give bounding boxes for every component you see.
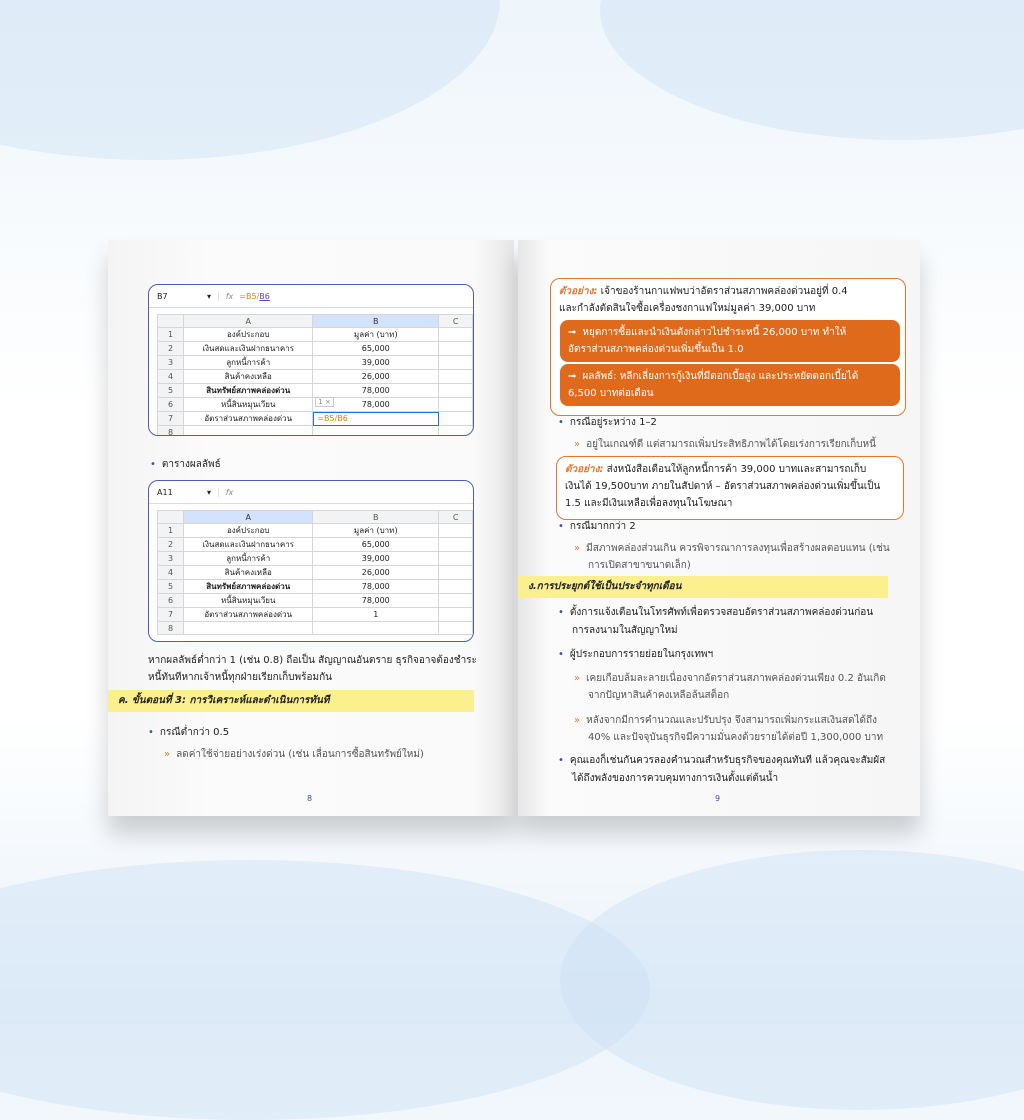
table-row: 3 ลูกหนี้การค้า 39,000: [158, 552, 473, 566]
cell[interactable]: 1 × 78,000: [313, 398, 439, 412]
section-heading: ง.การประยุกต์ใช้เป็นประจำทุกเดือน: [518, 576, 888, 598]
cell[interactable]: ลูกหนี้การค้า: [184, 356, 313, 370]
cell[interactable]: 1: [313, 608, 439, 622]
paragraph-line: หากผลลัพธ์ต่ำกว่า 1 (เช่น 0.8) ถือเป็น สัญญาณอันตราย ธุรกิจอาจต้องชำระ: [148, 655, 477, 666]
table-row: 8: [158, 426, 473, 437]
cell[interactable]: สินค้าคงเหลือ: [184, 566, 313, 580]
fx-icon: fx: [225, 487, 234, 497]
cell[interactable]: องค์ประกอบ: [184, 328, 313, 342]
bullet-item-cont: ได้ถึงพลังของการควบคุมทางการเงินตั้งแต่ต้นน้ำ: [572, 773, 779, 784]
table-row: 3 ลูกหนี้การค้า 39,000: [158, 356, 473, 370]
cell[interactable]: 26,000: [313, 566, 439, 580]
table-row: 4 สินค้าคงเหลือ 26,000: [158, 370, 473, 384]
table-row: 6 หนี้สินหมุนเวียน 1 × 78,000: [158, 398, 473, 412]
cell[interactable]: 65,000: [313, 342, 439, 356]
tooltip: 1 ×: [315, 397, 334, 407]
column-header[interactable]: C: [439, 511, 473, 524]
bullet-item: • กรณีมากกว่า 2: [558, 518, 636, 535]
column-header[interactable]: A: [184, 511, 313, 524]
table-row: 1 องค์ประกอบ มูลค่า (บาท): [158, 328, 473, 342]
example-line: และกำลังตัดสินใจซื้อเครื่องชงกาแฟใหม่มูลค่า 39,000 บาท: [559, 303, 816, 314]
column-header[interactable]: A: [184, 315, 313, 328]
table-row: 5 สินทรัพย์สภาพคล่องด่วน 78,000: [158, 580, 473, 594]
selected-cell[interactable]: =B5/B6: [313, 412, 439, 426]
background-wave: [0, 0, 500, 160]
cell[interactable]: 65,000: [313, 538, 439, 552]
paragraph-line: หนี้ทันทีหากเจ้าหนี้ทุกฝ่ายเรียกเก็บพร้อมกัน: [148, 672, 332, 683]
table-row: 7 อัตราส่วนสภาพคล่องด่วน =B5/B6: [158, 412, 473, 426]
cell[interactable]: หนี้สินหมุนเวียน: [184, 398, 313, 412]
cell[interactable]: 78,000: [313, 580, 439, 594]
spreadsheet-grid: [157, 314, 473, 436]
cell[interactable]: [313, 426, 439, 437]
cell[interactable]: หนี้สินหมุนเวียน: [184, 594, 313, 608]
cell[interactable]: เงินสดและเงินฝากธนาคาร: [184, 342, 313, 356]
bullet-item: • ผู้ประกอบการรายย่อยในกรุงเทพฯ: [558, 646, 713, 663]
formula-bar: A11 ▾ | fx: [149, 481, 473, 504]
orange-callout: ➟ หยุดการซื้อและนำเงินดังกล่าวไปชำระหนี้ 26,000 บาท ทำให้ อัตราส่วนสภาพคล่องด่วนเพิ่มขึ้นเป็น 1.0: [560, 320, 900, 362]
formula-input[interactable]: =B5/B6: [239, 291, 270, 301]
bullet-item-cont: การลงนามในสัญญาใหม่: [572, 625, 678, 636]
example-line: ตัวอย่าง: เจ้าของร้านกาแฟพบว่าอัตราส่วนสภาพคล่องด่วนอยู่ที่ 0.4: [559, 286, 848, 297]
fx-icon: fx: [225, 291, 234, 301]
bullet-item: • กรณีต่ำกว่า 0.5: [148, 724, 229, 741]
cell[interactable]: สินทรัพย์สภาพคล่องด่วน: [184, 580, 313, 594]
sub-item: » เคยเกือบล้มละลายเนื่องจากอัตราส่วนสภาพคล่องด่วนเพียง 0.2 อันเกิด: [574, 670, 886, 687]
cell[interactable]: สินทรัพย์สภาพคล่องด่วน: [184, 384, 313, 398]
bullet-item: • กรณีอยู่ระหว่าง 1–2: [558, 414, 657, 431]
background-wave: [0, 860, 650, 1120]
orange-callout: ➟ ผลลัพธ์: หลีกเลี่ยงการกู้เงินที่มีดอกเบี้ยสูง และประหยัดดอกเบี้ยได้ 6,500 บาทต่อเดือน: [560, 364, 900, 406]
cell-reference[interactable]: B7: [157, 291, 168, 301]
table-row: 6 หนี้สินหมุนเวียน 78,000: [158, 594, 473, 608]
bullet-item: • ตั้งการแจ้งเตือนในโทรศัพท์เพื่อตรวจสอบอัตราส่วนสภาพคล่องด่วนก่อน: [558, 604, 873, 621]
cell[interactable]: เงินสดและเงินฝากธนาคาร: [184, 538, 313, 552]
page-number: 9: [715, 794, 721, 803]
cell[interactable]: [313, 622, 439, 635]
column-header[interactable]: B: [313, 511, 439, 524]
background-wave: [600, 0, 1024, 140]
cell[interactable]: องค์ประกอบ: [184, 524, 313, 538]
formula-bar: B7 ▾ | fx =B5/B6: [149, 285, 473, 308]
cell[interactable]: [184, 426, 313, 437]
spreadsheet-result: [148, 480, 474, 642]
cell[interactable]: 78,000: [313, 384, 439, 398]
arrow-icon: ➟: [568, 371, 577, 382]
table-row: 1 องค์ประกอบ มูลค่า (บาท): [158, 524, 473, 538]
table-row: 7 อัตราส่วนสภาพคล่องด่วน 1: [158, 608, 473, 622]
cell[interactable]: 78,000: [313, 594, 439, 608]
spreadsheet-formula: [148, 284, 474, 436]
right-page: [518, 240, 920, 816]
spreadsheet-grid: [157, 510, 473, 635]
open-book: [108, 240, 920, 816]
left-page: [108, 240, 514, 816]
sub-item-cont: จากปัญหาสินค้าคงเหลือล้นสต็อก: [588, 690, 730, 701]
cell[interactable]: สินค้าคงเหลือ: [184, 370, 313, 384]
table-row: 2 เงินสดและเงินฝากธนาคาร 65,000: [158, 538, 473, 552]
result-label: • ตารางผลลัพธ์: [150, 456, 221, 473]
cell-reference[interactable]: A11: [157, 487, 173, 497]
background-wave: [560, 850, 1024, 1110]
page-number: 8: [307, 794, 313, 803]
sub-item-cont: การเปิดสาขาขนาดเล็ก): [588, 560, 691, 571]
cell[interactable]: มูลค่า (บาท): [313, 524, 439, 538]
sub-item: » หลังจากมีการคำนวณและปรับปรุง จึงสามารถเพิ่มกระแสเงินสดได้ถึง: [574, 712, 877, 729]
example-box: ตัวอย่าง: ส่งหนังสือเตือนให้ลูกหนี้การค้า 39,000 บาทและสามารถเก็บ เงินได้ 19,500บาท ภายในสัปดาห์ – อัตราส่วนสภาพคล่องด่วนเพิ่มขึ้นเป็น 1.5 และมีเงินเหลือเพื่อลงทุนในโฆษณา: [556, 456, 904, 520]
cell[interactable]: [184, 622, 313, 635]
arrow-icon: ➟: [568, 327, 577, 338]
cell[interactable]: 26,000: [313, 370, 439, 384]
chevron-down-icon[interactable]: ▾: [207, 291, 212, 301]
cell[interactable]: ลูกหนี้การค้า: [184, 552, 313, 566]
sub-item: » ลดค่าใช้จ่ายอย่างเร่งด่วน (เช่น เลื่อนการซื้อสินทรัพย์ใหม่): [164, 746, 424, 763]
cell[interactable]: 39,000: [313, 552, 439, 566]
chevron-down-icon[interactable]: ▾: [207, 487, 212, 497]
cell[interactable]: อัตราส่วนสภาพคล่องด่วน: [184, 412, 313, 426]
table-row: 4 สินค้าคงเหลือ 26,000: [158, 566, 473, 580]
column-header[interactable]: B: [313, 315, 439, 328]
cell[interactable]: อัตราส่วนสภาพคล่องด่วน: [184, 608, 313, 622]
table-row: 2 เงินสดและเงินฝากธนาคาร 65,000: [158, 342, 473, 356]
column-header[interactable]: C: [439, 315, 473, 328]
sub-item: » อยู่ในเกณฑ์ดี แต่สามารถเพิ่มประสิทธิภาพได้โดยเร่งการเรียกเก็บหนี้: [574, 436, 876, 453]
sub-item: » มีสภาพคล่องส่วนเกิน ควรพิจารณาการลงทุนเพื่อสร้างผลตอบแทน (เช่น: [574, 540, 890, 557]
table-row: 8: [158, 622, 473, 635]
sub-item-cont: 40% และปัจจุบันธุรกิจมีความมั่นคงด้วยรายได้ต่อปี 1,300,000 บาท: [588, 732, 884, 743]
section-heading: ค. ขั้นตอนที่ 3: การวิเคราะห์และดำเนินการทันที: [108, 690, 474, 712]
cell[interactable]: มูลค่า (บาท): [313, 328, 439, 342]
cell[interactable]: 39,000: [313, 356, 439, 370]
table-row: 5 สินทรัพย์สภาพคล่องด่วน 78,000: [158, 384, 473, 398]
bullet-item: • คุณเองก็เช่นกันควรลองคำนวณสำหรับธุรกิจของคุณทันที แล้วคุณจะสัมผัส: [558, 752, 885, 769]
